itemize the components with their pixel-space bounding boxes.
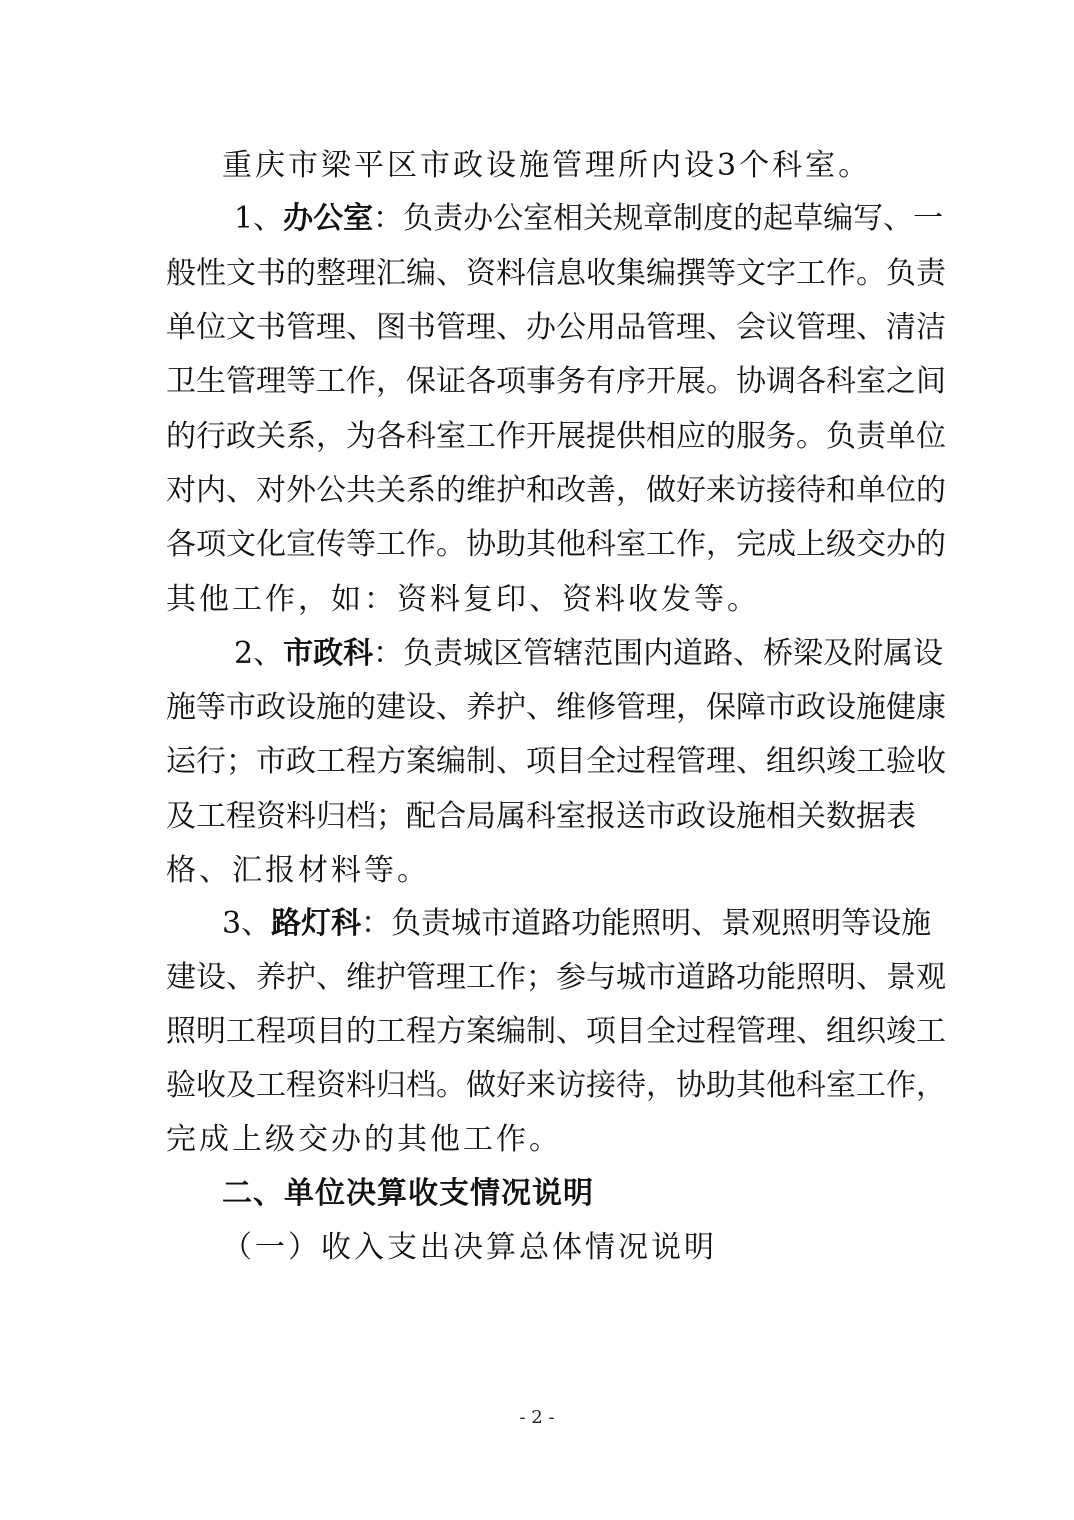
section-2-text-line: 格、汇报材料等。 <box>166 853 430 888</box>
section-1-number: 1、 <box>234 201 284 236</box>
section-3-text-line: 负责城市道路功能照明、景观照明等设施 <box>391 906 932 941</box>
section-1-text-line: 负责办公室相关规章制度的起草编写、一 <box>403 201 944 236</box>
section-1-first-line <box>234 199 944 239</box>
subsection-heading: （一）收入支出决算总体情况说明 <box>222 1230 717 1265</box>
section-3-first-line <box>222 904 932 944</box>
section-3-number: 3、 <box>222 906 272 941</box>
section-3-text-line: 照明工程项目的工程方案编制、项目全过程管理、组织竣工 <box>166 1014 946 1049</box>
section-2-number: 2、 <box>234 636 284 671</box>
section-1-text-line: 其他工作，如：资料复印、资料收发等。 <box>166 582 760 617</box>
section-1-text-line: 的行政关系，为各科室工作开展提供相应的服务。负责单位 <box>166 419 946 454</box>
section-3-text-line: 完成上级交办的其他工作。 <box>166 1122 562 1157</box>
intro-paragraph: 重庆市梁平区市政设施管理所内设3个科室。 <box>222 148 872 183</box>
section-1-text-line: 般性文书的整理汇编、资料信息收集编撰等文字工作。负责 <box>166 256 946 291</box>
section-1-colon: ： <box>373 201 404 236</box>
section-3-colon: ： <box>361 906 392 941</box>
section-2-text-line: 负责城区管辖范围内道路、桥梁及附属设 <box>403 636 944 671</box>
section-3-text-line: 建设、养护、维护管理工作；参与城市道路功能照明、景观 <box>166 960 946 995</box>
section-2-colon: ： <box>373 636 404 671</box>
section-2-text-line: 施等市政设施的建设、养护、维修管理，保障市政设施健康 <box>166 690 946 725</box>
section-heading-2: 二、单位决算收支情况说明 <box>222 1176 594 1211</box>
section-1-text-line: 对内、对外公共关系的维护和改善，做好来访接待和单位的 <box>166 473 946 508</box>
section-2-text-line: 及工程资料归档；配合局属科室报送市政设施相关数据表 <box>166 799 916 834</box>
section-2-first-line <box>234 634 944 674</box>
section-3-text-line: 验收及工程资料归档。做好来访接待，协助其他科室工作， <box>166 1068 946 1103</box>
section-3-title: 路灯科 <box>271 906 362 941</box>
section-1-text-line: 卫生管理等工作，保证各项事务有序开展。协调各科室之间 <box>166 364 946 399</box>
section-2-title: 市政科 <box>283 636 374 671</box>
section-2-text-line: 运行；市政工程方案编制、项目全过程管理、组织竣工验收 <box>166 744 946 779</box>
section-1-title: 办公室 <box>283 201 374 236</box>
section-1-text-line: 各项文化宣传等工作。协助其他科室工作，完成上级交办的 <box>166 527 946 562</box>
page-number: - 2 - <box>519 1407 555 1428</box>
section-1-text-line: 单位文书管理、图书管理、办公用品管理、会议管理、清洁 <box>166 310 946 345</box>
